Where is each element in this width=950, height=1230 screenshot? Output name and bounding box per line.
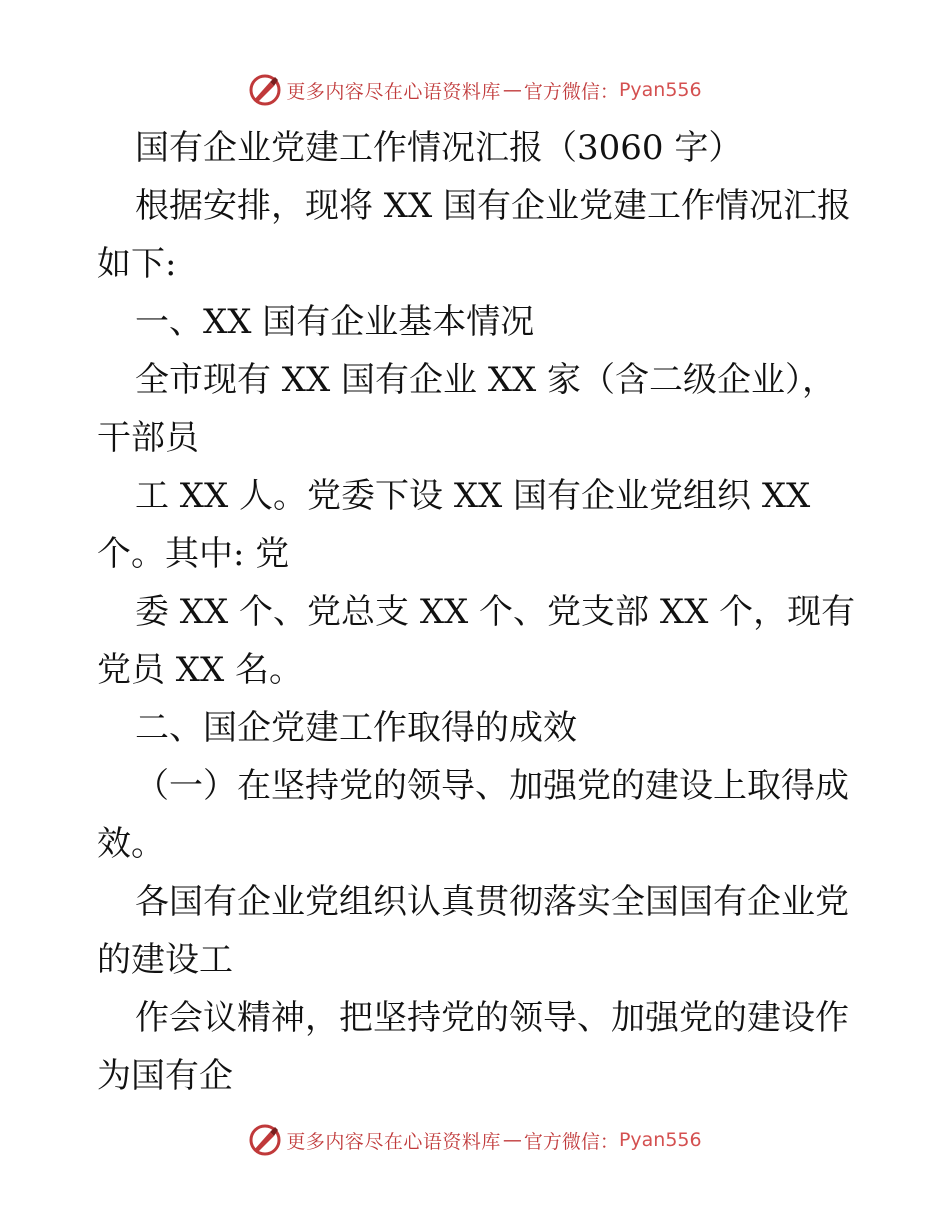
subsection-heading: （一）在坚持党的领导、加强党的建设上取得成 <box>135 766 849 806</box>
subsection-heading: 效。 <box>97 824 165 864</box>
section-heading: 二、国企党建工作取得的成效 <box>135 708 577 748</box>
paragraph-line: 作会议精神，把坚持党的领导、加强党的建设作 <box>135 998 849 1038</box>
paragraph-line: 委 XX 个、党总支 XX 个、党支部 XX 个，现有 <box>135 592 856 632</box>
watermark-banner-top <box>0 70 950 110</box>
paragraph-line: 如下: <box>97 244 177 284</box>
paragraph-line: 根据安排，现将 XX 国有企业党建工作情况汇报 <box>135 186 852 226</box>
paragraph-line: 个。其中: 党 <box>97 534 290 574</box>
paragraph-line: 的建设工 <box>97 940 233 980</box>
watermark-contact-label: 官方微信： <box>523 1130 619 1153</box>
paragraph-line: 党员 XX 名。 <box>97 650 304 690</box>
pen-logo-icon <box>248 73 282 107</box>
paragraph-line: 工 XX 人。党委下设 XX 国有企业党组织 XX <box>135 476 811 516</box>
paragraph-line: 全市现有 XX 国有企业 XX 家（含二级企业）， <box>135 360 837 400</box>
watermark-dash: — <box>502 1129 522 1151</box>
watermark-banner-bottom <box>0 1120 950 1160</box>
section-heading: 一、XX 国有企业基本情况 <box>135 302 535 342</box>
watermark-site-text: 更多内容尽在心语资料库 <box>286 80 501 103</box>
paragraph-line: 各国有企业党组织认真贯彻落实全国国有企业党 <box>135 882 849 922</box>
watermark-contact-id: Pyan556 <box>618 1129 702 1151</box>
paragraph-line: 干部员 <box>97 418 199 458</box>
watermark-contact-label: 官方微信： <box>523 80 619 103</box>
watermark-dash: — <box>502 79 522 101</box>
pen-logo-icon <box>248 1123 282 1157</box>
watermark-site-text: 更多内容尽在心语资料库 <box>286 1130 501 1153</box>
document-title: 国有企业党建工作情况汇报（3060 字） <box>135 128 743 168</box>
watermark-contact-id: Pyan556 <box>618 79 702 101</box>
paragraph-line: 为国有企 <box>97 1056 233 1096</box>
